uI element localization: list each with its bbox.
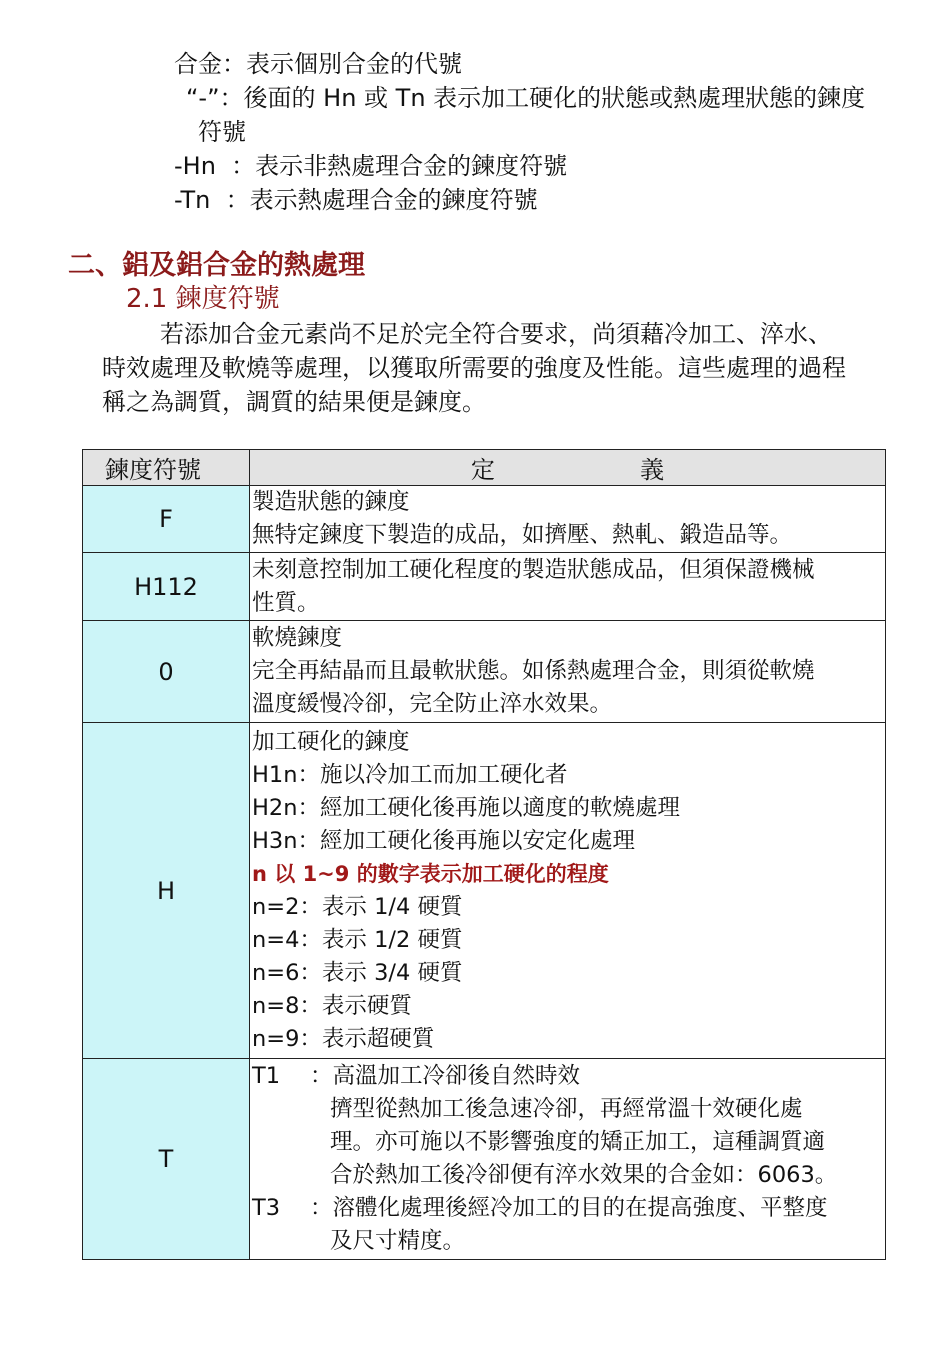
- header-definition-left: 定: [470, 456, 495, 484]
- intro-line-dash: “-”：後面的 Hn 或 Tn 表示加工硬化的狀態或熱處理狀態的鍊度: [186, 84, 866, 112]
- table-row-h112: [83, 553, 886, 621]
- hardness-level-line: n=2：表示 1/4 硬質: [252, 893, 463, 920]
- header-definition-right: 義: [640, 456, 665, 484]
- definition-line: 製造狀態的鍊度: [252, 489, 410, 515]
- symbol-cell-h112: H112: [83, 553, 250, 621]
- t1-code: T1: [252, 1063, 281, 1089]
- intro-line-alloy: 合金：表示個別合金的代號: [174, 50, 462, 78]
- paragraph-line: 稱之為調質，調質的結果便是鍊度。: [102, 388, 486, 416]
- definition-line: 未刻意控制加工硬化程度的製造狀態成品，但須保證機械: [252, 556, 815, 583]
- definition-line: H1n：施以冷加工而加工硬化者: [252, 761, 568, 788]
- t3-code: T3: [252, 1195, 281, 1221]
- table-row-o: [83, 621, 886, 723]
- hardness-level-line: n=6：表示 3/4 硬質: [252, 959, 463, 986]
- symbol-cell-h: H: [83, 723, 250, 1059]
- symbol-cell-o: 0: [83, 621, 250, 723]
- intro-line-hn: -Hn ：表示非熱處理合金的鍊度符號: [174, 152, 568, 180]
- section-heading: 二、鋁及鋁合金的熱處理: [68, 250, 365, 281]
- definition-cell-f: [250, 486, 886, 553]
- t1-description-line: 理。亦可施以不影響強度的矯正加工，這種調質適: [330, 1129, 826, 1155]
- table-header-row: [83, 450, 886, 486]
- header-symbol: 鍊度符號: [83, 450, 250, 486]
- definition-line: 溫度緩慢冷卻，完全防止淬水效果。: [252, 691, 613, 717]
- t3-description-line: 及尺寸精度。: [330, 1228, 466, 1254]
- subsection-heading: 2.1 鍊度符號: [126, 284, 280, 314]
- definition-line: 完全再結晶而且最軟狀態。如係熱處理合金，則須從軟燒: [252, 658, 815, 684]
- hardness-level-line: n=8：表示硬質: [252, 992, 412, 1019]
- paragraph-line: 時效處理及軟燒等處理，以獲取所需要的強度及性能。這些處理的過程: [102, 354, 846, 382]
- t1-description-line: 合於熱加工後冷卻便有淬水效果的合金如：6063。: [330, 1162, 838, 1188]
- definition-line: H3n：經加工硬化後再施以安定化處理: [252, 827, 635, 854]
- t1-description-line: 擠型從熱加工後急速冷卻，再經常溫十效硬化處: [330, 1096, 803, 1122]
- definition-line: 無特定鍊度下製造的成品，如擠壓、熱軋、鍛造品等。: [252, 522, 793, 548]
- definition-cell-t: [250, 1059, 886, 1260]
- table-row-f: [83, 486, 886, 553]
- hardness-level-line: n=4：表示 1/2 硬質: [252, 926, 463, 953]
- t3-entry: [252, 1192, 885, 1225]
- t1-entry: [252, 1060, 885, 1093]
- definition-cell-o: [250, 621, 886, 723]
- hardening-degree-note: n 以 1~9 的數字表示加工硬化的程度: [252, 861, 609, 886]
- definition-line: 加工硬化的鍊度: [252, 728, 410, 755]
- definition-cell-h: [250, 723, 886, 1059]
- symbol-cell-t: T: [83, 1059, 250, 1260]
- definition-line: 軟燒鍊度: [252, 625, 343, 651]
- table-row-h: [83, 723, 886, 1059]
- definition-cell-h112: [250, 553, 886, 621]
- intro-line-dash-cont: 符號: [198, 118, 246, 146]
- definition-line: 性質。: [252, 589, 320, 616]
- header-definition: [250, 450, 886, 486]
- paragraph-line: 若添加合金元素尚不足於完全符合要求，尚須藉冷加工、淬水、: [160, 320, 832, 348]
- temper-table: [82, 449, 886, 1260]
- symbol-cell-f: F: [83, 486, 250, 553]
- body-paragraph: [102, 317, 892, 419]
- hardness-level-line: n=9：表示超硬質: [252, 1025, 435, 1052]
- definition-line: H2n：經加工硬化後再施以適度的軟燒處理: [252, 794, 680, 821]
- t3-title: ：溶體化處理後經冷加工的目的在提高強度、平整度: [310, 1195, 828, 1221]
- intro-line-tn: -Tn ：表示熱處理合金的鍊度符號: [174, 186, 538, 214]
- t1-title: ：高溫加工冷卻後自然時效: [310, 1063, 581, 1089]
- table-row-t: [83, 1059, 886, 1260]
